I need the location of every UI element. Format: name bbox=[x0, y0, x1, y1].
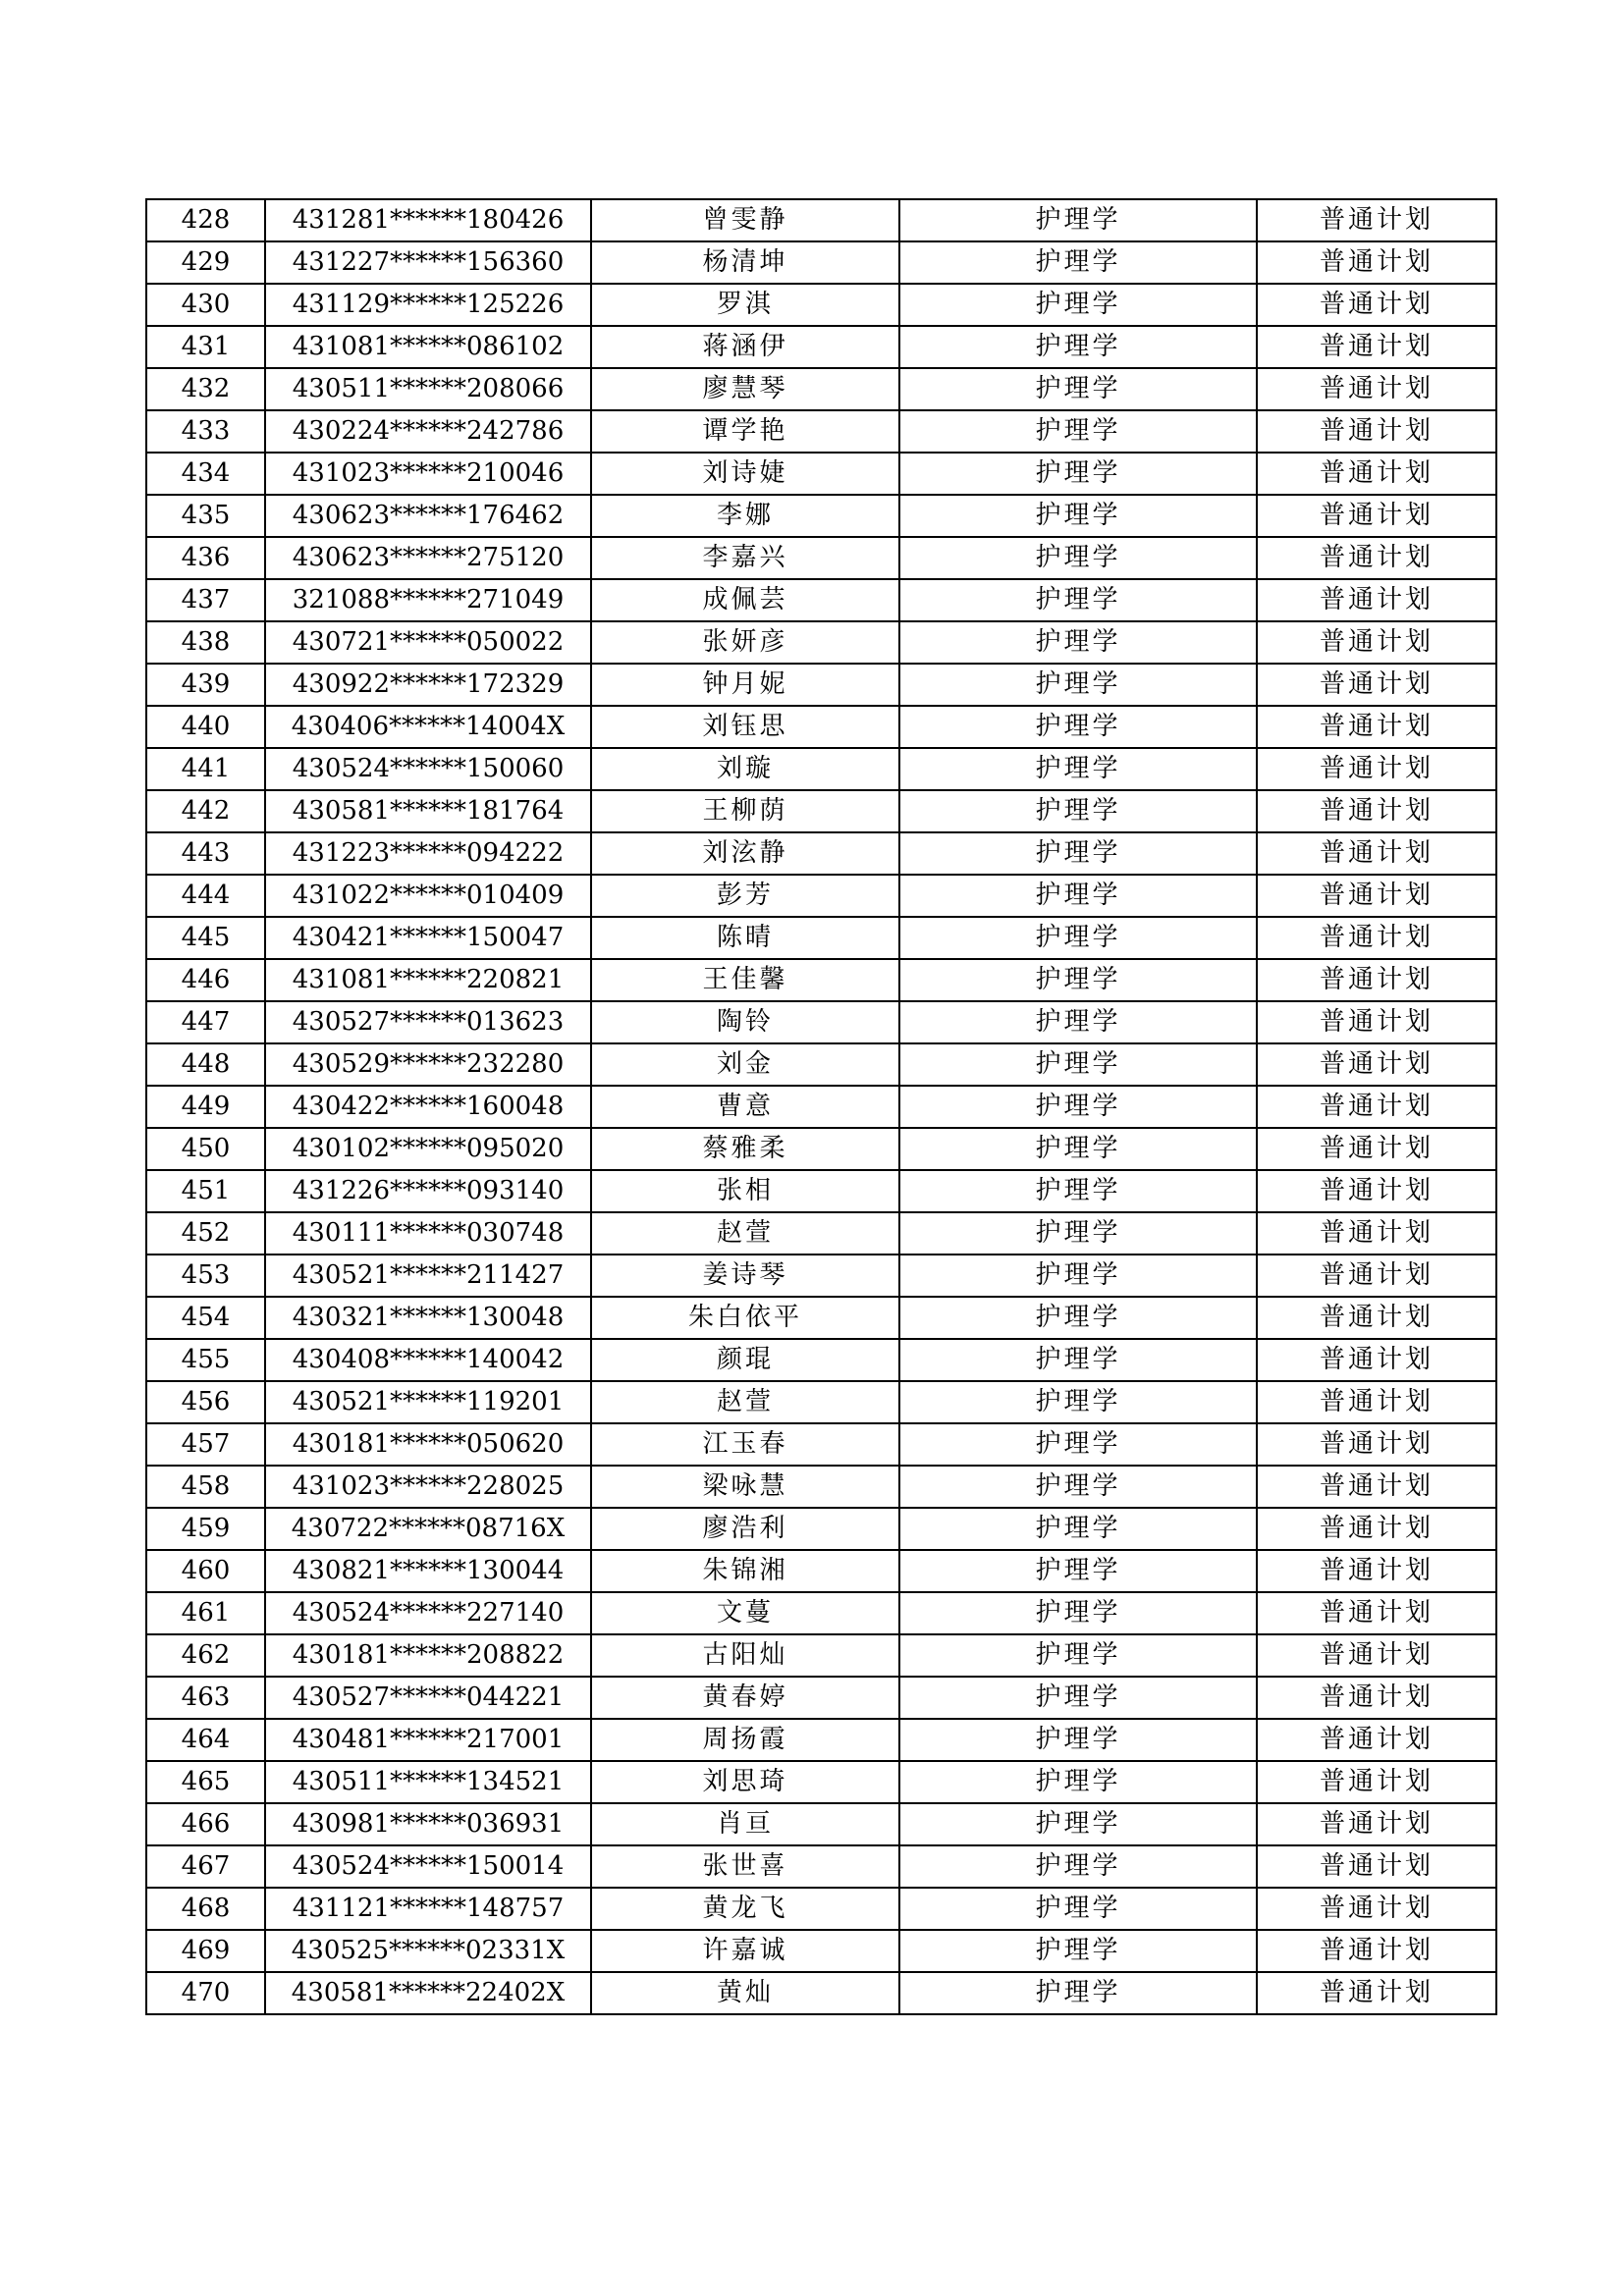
student-name-cell: 曾雯静 bbox=[591, 199, 899, 241]
plan-type-cell: 普通计划 bbox=[1257, 1634, 1496, 1677]
row-number-cell: 428 bbox=[146, 199, 265, 241]
plan-type-cell: 普通计划 bbox=[1257, 832, 1496, 875]
row-number-cell: 440 bbox=[146, 706, 265, 748]
table-row bbox=[146, 1508, 1496, 1550]
table-row bbox=[146, 1381, 1496, 1423]
student-name-cell: 朱白依平 bbox=[591, 1297, 899, 1339]
major-cell: 护理学 bbox=[899, 1297, 1257, 1339]
student-name-cell: 廖浩利 bbox=[591, 1508, 899, 1550]
plan-type-cell: 普通计划 bbox=[1257, 1423, 1496, 1466]
plan-type-cell: 普通计划 bbox=[1257, 1297, 1496, 1339]
student-name-cell: 文蔓 bbox=[591, 1592, 899, 1634]
plan-type-cell: 普通计划 bbox=[1257, 1001, 1496, 1043]
id-number-cell: 430722******08716X bbox=[265, 1508, 591, 1550]
student-name-cell: 梁咏慧 bbox=[591, 1466, 899, 1508]
plan-type-cell: 普通计划 bbox=[1257, 748, 1496, 790]
student-name-cell: 杨清坤 bbox=[591, 241, 899, 284]
id-number-cell: 431281******180426 bbox=[265, 199, 591, 241]
major-cell: 护理学 bbox=[899, 1634, 1257, 1677]
table-row bbox=[146, 1761, 1496, 1803]
table-row bbox=[146, 1001, 1496, 1043]
id-number-cell: 430524******150060 bbox=[265, 748, 591, 790]
major-cell: 护理学 bbox=[899, 1381, 1257, 1423]
plan-type-cell: 普通计划 bbox=[1257, 959, 1496, 1001]
plan-type-cell: 普通计划 bbox=[1257, 1255, 1496, 1297]
id-number-cell: 431081******220821 bbox=[265, 959, 591, 1001]
major-cell: 护理学 bbox=[899, 1677, 1257, 1719]
table-row bbox=[146, 579, 1496, 621]
id-number-cell: 431022******010409 bbox=[265, 875, 591, 917]
id-number-cell: 430527******013623 bbox=[265, 1001, 591, 1043]
table-row bbox=[146, 1297, 1496, 1339]
row-number-cell: 465 bbox=[146, 1761, 265, 1803]
student-name-cell: 陈晴 bbox=[591, 917, 899, 959]
table-row bbox=[146, 368, 1496, 410]
table-row bbox=[146, 790, 1496, 832]
table-row bbox=[146, 1634, 1496, 1677]
plan-type-cell: 普通计划 bbox=[1257, 1043, 1496, 1086]
student-name-cell: 黄灿 bbox=[591, 1972, 899, 2014]
plan-type-cell: 普通计划 bbox=[1257, 1845, 1496, 1888]
id-number-cell: 431226******093140 bbox=[265, 1170, 591, 1212]
id-number-cell: 430981******036931 bbox=[265, 1803, 591, 1845]
table-row bbox=[146, 1086, 1496, 1128]
row-number-cell: 452 bbox=[146, 1212, 265, 1255]
table-row bbox=[146, 875, 1496, 917]
major-cell: 护理学 bbox=[899, 1888, 1257, 1930]
id-number-cell: 430581******22402X bbox=[265, 1972, 591, 2014]
plan-type-cell: 普通计划 bbox=[1257, 537, 1496, 579]
major-cell: 护理学 bbox=[899, 621, 1257, 664]
major-cell: 护理学 bbox=[899, 410, 1257, 453]
row-number-cell: 438 bbox=[146, 621, 265, 664]
row-number-cell: 441 bbox=[146, 748, 265, 790]
id-number-cell: 431227******156360 bbox=[265, 241, 591, 284]
id-number-cell: 430406******14004X bbox=[265, 706, 591, 748]
table-row bbox=[146, 917, 1496, 959]
major-cell: 护理学 bbox=[899, 917, 1257, 959]
student-name-cell: 曹意 bbox=[591, 1086, 899, 1128]
student-name-cell: 李娜 bbox=[591, 495, 899, 537]
row-number-cell: 435 bbox=[146, 495, 265, 537]
table-row bbox=[146, 1845, 1496, 1888]
plan-type-cell: 普通计划 bbox=[1257, 1930, 1496, 1972]
row-number-cell: 448 bbox=[146, 1043, 265, 1086]
table-row bbox=[146, 621, 1496, 664]
plan-type-cell: 普通计划 bbox=[1257, 410, 1496, 453]
id-number-cell: 431129******125226 bbox=[265, 284, 591, 326]
id-number-cell: 430524******150014 bbox=[265, 1845, 591, 1888]
major-cell: 护理学 bbox=[899, 368, 1257, 410]
student-name-cell: 刘璇 bbox=[591, 748, 899, 790]
plan-type-cell: 普通计划 bbox=[1257, 495, 1496, 537]
id-number-cell: 430102******095020 bbox=[265, 1128, 591, 1170]
row-number-cell: 461 bbox=[146, 1592, 265, 1634]
row-number-cell: 443 bbox=[146, 832, 265, 875]
major-cell: 护理学 bbox=[899, 241, 1257, 284]
id-number-cell: 431223******094222 bbox=[265, 832, 591, 875]
table-row bbox=[146, 284, 1496, 326]
row-number-cell: 450 bbox=[146, 1128, 265, 1170]
table-row bbox=[146, 326, 1496, 368]
student-name-cell: 蔡雅柔 bbox=[591, 1128, 899, 1170]
major-cell: 护理学 bbox=[899, 537, 1257, 579]
student-name-cell: 彭芳 bbox=[591, 875, 899, 917]
major-cell: 护理学 bbox=[899, 1719, 1257, 1761]
id-number-cell: 430421******150047 bbox=[265, 917, 591, 959]
student-name-cell: 张妍彦 bbox=[591, 621, 899, 664]
row-number-cell: 458 bbox=[146, 1466, 265, 1508]
major-cell: 护理学 bbox=[899, 326, 1257, 368]
table-row bbox=[146, 537, 1496, 579]
student-name-cell: 蒋涵伊 bbox=[591, 326, 899, 368]
student-name-cell: 古阳灿 bbox=[591, 1634, 899, 1677]
plan-type-cell: 普通计划 bbox=[1257, 1803, 1496, 1845]
plan-type-cell: 普通计划 bbox=[1257, 241, 1496, 284]
major-cell: 护理学 bbox=[899, 495, 1257, 537]
major-cell: 护理学 bbox=[899, 453, 1257, 495]
plan-type-cell: 普通计划 bbox=[1257, 1170, 1496, 1212]
major-cell: 护理学 bbox=[899, 579, 1257, 621]
table-row bbox=[146, 1930, 1496, 1972]
row-number-cell: 470 bbox=[146, 1972, 265, 2014]
plan-type-cell: 普通计划 bbox=[1257, 1339, 1496, 1381]
plan-type-cell: 普通计划 bbox=[1257, 621, 1496, 664]
student-name-cell: 黄龙飞 bbox=[591, 1888, 899, 1930]
table-row bbox=[146, 959, 1496, 1001]
student-name-cell: 刘思琦 bbox=[591, 1761, 899, 1803]
plan-type-cell: 普通计划 bbox=[1257, 1381, 1496, 1423]
id-number-cell: 430422******160048 bbox=[265, 1086, 591, 1128]
table-row bbox=[146, 1423, 1496, 1466]
id-number-cell: 430529******232280 bbox=[265, 1043, 591, 1086]
row-number-cell: 469 bbox=[146, 1930, 265, 1972]
row-number-cell: 451 bbox=[146, 1170, 265, 1212]
plan-type-cell: 普通计划 bbox=[1257, 1972, 1496, 2014]
table-row bbox=[146, 1128, 1496, 1170]
table-row bbox=[146, 199, 1496, 241]
student-name-cell: 肖亘 bbox=[591, 1803, 899, 1845]
table-row bbox=[146, 1212, 1496, 1255]
row-number-cell: 445 bbox=[146, 917, 265, 959]
student-name-cell: 罗淇 bbox=[591, 284, 899, 326]
id-number-cell: 430521******211427 bbox=[265, 1255, 591, 1297]
table-row bbox=[146, 1255, 1496, 1297]
student-name-cell: 王佳馨 bbox=[591, 959, 899, 1001]
plan-type-cell: 普通计划 bbox=[1257, 917, 1496, 959]
major-cell: 护理学 bbox=[899, 284, 1257, 326]
student-name-cell: 张相 bbox=[591, 1170, 899, 1212]
id-number-cell: 430922******172329 bbox=[265, 664, 591, 706]
row-number-cell: 462 bbox=[146, 1634, 265, 1677]
table-row bbox=[146, 1550, 1496, 1592]
major-cell: 护理学 bbox=[899, 1845, 1257, 1888]
table-row bbox=[146, 1803, 1496, 1845]
major-cell: 护理学 bbox=[899, 199, 1257, 241]
student-name-cell: 刘泫静 bbox=[591, 832, 899, 875]
student-name-cell: 刘钰思 bbox=[591, 706, 899, 748]
major-cell: 护理学 bbox=[899, 1339, 1257, 1381]
plan-type-cell: 普通计划 bbox=[1257, 664, 1496, 706]
plan-type-cell: 普通计划 bbox=[1257, 1888, 1496, 1930]
table-row bbox=[146, 1719, 1496, 1761]
student-name-cell: 姜诗琴 bbox=[591, 1255, 899, 1297]
plan-type-cell: 普通计划 bbox=[1257, 579, 1496, 621]
row-number-cell: 460 bbox=[146, 1550, 265, 1592]
row-number-cell: 464 bbox=[146, 1719, 265, 1761]
major-cell: 护理学 bbox=[899, 1803, 1257, 1845]
plan-type-cell: 普通计划 bbox=[1257, 453, 1496, 495]
row-number-cell: 447 bbox=[146, 1001, 265, 1043]
id-number-cell: 430111******030748 bbox=[265, 1212, 591, 1255]
row-number-cell: 463 bbox=[146, 1677, 265, 1719]
admission-list-table bbox=[145, 198, 1497, 2015]
id-number-cell: 430181******208822 bbox=[265, 1634, 591, 1677]
student-name-cell: 陶铃 bbox=[591, 1001, 899, 1043]
plan-type-cell: 普通计划 bbox=[1257, 790, 1496, 832]
major-cell: 护理学 bbox=[899, 1972, 1257, 2014]
id-number-cell: 430623******275120 bbox=[265, 537, 591, 579]
student-name-cell: 江玉春 bbox=[591, 1423, 899, 1466]
major-cell: 护理学 bbox=[899, 1212, 1257, 1255]
table-row bbox=[146, 748, 1496, 790]
plan-type-cell: 普通计划 bbox=[1257, 1086, 1496, 1128]
id-number-cell: 431023******210046 bbox=[265, 453, 591, 495]
plan-type-cell: 普通计划 bbox=[1257, 706, 1496, 748]
table-row bbox=[146, 1170, 1496, 1212]
table-row bbox=[146, 1339, 1496, 1381]
row-number-cell: 468 bbox=[146, 1888, 265, 1930]
table-row bbox=[146, 664, 1496, 706]
row-number-cell: 431 bbox=[146, 326, 265, 368]
student-name-cell: 刘金 bbox=[591, 1043, 899, 1086]
student-name-cell: 周扬霞 bbox=[591, 1719, 899, 1761]
id-number-cell: 431023******228025 bbox=[265, 1466, 591, 1508]
major-cell: 护理学 bbox=[899, 1001, 1257, 1043]
major-cell: 护理学 bbox=[899, 875, 1257, 917]
student-name-cell: 赵萱 bbox=[591, 1381, 899, 1423]
table-row bbox=[146, 832, 1496, 875]
table-row bbox=[146, 1466, 1496, 1508]
row-number-cell: 457 bbox=[146, 1423, 265, 1466]
id-number-cell: 430527******044221 bbox=[265, 1677, 591, 1719]
major-cell: 护理学 bbox=[899, 1466, 1257, 1508]
id-number-cell: 430821******130044 bbox=[265, 1550, 591, 1592]
table-row bbox=[146, 453, 1496, 495]
student-name-cell: 朱锦湘 bbox=[591, 1550, 899, 1592]
student-name-cell: 颜琨 bbox=[591, 1339, 899, 1381]
row-number-cell: 467 bbox=[146, 1845, 265, 1888]
table-body bbox=[146, 199, 1496, 2014]
row-number-cell: 430 bbox=[146, 284, 265, 326]
row-number-cell: 456 bbox=[146, 1381, 265, 1423]
row-number-cell: 459 bbox=[146, 1508, 265, 1550]
plan-type-cell: 普通计划 bbox=[1257, 368, 1496, 410]
plan-type-cell: 普通计划 bbox=[1257, 1508, 1496, 1550]
id-number-cell: 430511******134521 bbox=[265, 1761, 591, 1803]
id-number-cell: 430181******050620 bbox=[265, 1423, 591, 1466]
plan-type-cell: 普通计划 bbox=[1257, 1212, 1496, 1255]
id-number-cell: 430408******140042 bbox=[265, 1339, 591, 1381]
student-name-cell: 成佩芸 bbox=[591, 579, 899, 621]
row-number-cell: 432 bbox=[146, 368, 265, 410]
major-cell: 护理学 bbox=[899, 832, 1257, 875]
major-cell: 护理学 bbox=[899, 1508, 1257, 1550]
major-cell: 护理学 bbox=[899, 790, 1257, 832]
plan-type-cell: 普通计划 bbox=[1257, 326, 1496, 368]
major-cell: 护理学 bbox=[899, 959, 1257, 1001]
table-row bbox=[146, 1972, 1496, 2014]
plan-type-cell: 普通计划 bbox=[1257, 1719, 1496, 1761]
table-row bbox=[146, 1677, 1496, 1719]
id-number-cell: 430721******050022 bbox=[265, 621, 591, 664]
row-number-cell: 436 bbox=[146, 537, 265, 579]
major-cell: 护理学 bbox=[899, 1761, 1257, 1803]
major-cell: 护理学 bbox=[899, 1086, 1257, 1128]
id-number-cell: 430321******130048 bbox=[265, 1297, 591, 1339]
major-cell: 护理学 bbox=[899, 706, 1257, 748]
student-name-cell: 廖慧琴 bbox=[591, 368, 899, 410]
student-name-cell: 李嘉兴 bbox=[591, 537, 899, 579]
row-number-cell: 444 bbox=[146, 875, 265, 917]
major-cell: 护理学 bbox=[899, 1592, 1257, 1634]
row-number-cell: 455 bbox=[146, 1339, 265, 1381]
plan-type-cell: 普通计划 bbox=[1257, 1550, 1496, 1592]
table-row bbox=[146, 1888, 1496, 1930]
row-number-cell: 433 bbox=[146, 410, 265, 453]
major-cell: 护理学 bbox=[899, 1043, 1257, 1086]
table-row bbox=[146, 241, 1496, 284]
row-number-cell: 434 bbox=[146, 453, 265, 495]
id-number-cell: 430623******176462 bbox=[265, 495, 591, 537]
id-number-cell: 431081******086102 bbox=[265, 326, 591, 368]
id-number-cell: 430481******217001 bbox=[265, 1719, 591, 1761]
plan-type-cell: 普通计划 bbox=[1257, 1761, 1496, 1803]
student-name-cell: 许嘉诚 bbox=[591, 1930, 899, 1972]
table-row bbox=[146, 495, 1496, 537]
table-row bbox=[146, 410, 1496, 453]
row-number-cell: 439 bbox=[146, 664, 265, 706]
major-cell: 护理学 bbox=[899, 1170, 1257, 1212]
plan-type-cell: 普通计划 bbox=[1257, 199, 1496, 241]
row-number-cell: 446 bbox=[146, 959, 265, 1001]
major-cell: 护理学 bbox=[899, 1930, 1257, 1972]
student-name-cell: 王柳荫 bbox=[591, 790, 899, 832]
id-number-cell: 321088******271049 bbox=[265, 579, 591, 621]
student-name-cell: 张世喜 bbox=[591, 1845, 899, 1888]
id-number-cell: 430524******227140 bbox=[265, 1592, 591, 1634]
student-name-cell: 赵萱 bbox=[591, 1212, 899, 1255]
table-row bbox=[146, 1043, 1496, 1086]
row-number-cell: 453 bbox=[146, 1255, 265, 1297]
student-name-cell: 刘诗婕 bbox=[591, 453, 899, 495]
id-number-cell: 431121******148757 bbox=[265, 1888, 591, 1930]
plan-type-cell: 普通计划 bbox=[1257, 1466, 1496, 1508]
row-number-cell: 449 bbox=[146, 1086, 265, 1128]
major-cell: 护理学 bbox=[899, 1423, 1257, 1466]
id-number-cell: 430525******02331X bbox=[265, 1930, 591, 1972]
id-number-cell: 430581******181764 bbox=[265, 790, 591, 832]
id-number-cell: 430511******208066 bbox=[265, 368, 591, 410]
row-number-cell: 466 bbox=[146, 1803, 265, 1845]
plan-type-cell: 普通计划 bbox=[1257, 875, 1496, 917]
table-row bbox=[146, 1592, 1496, 1634]
plan-type-cell: 普通计划 bbox=[1257, 1592, 1496, 1634]
major-cell: 护理学 bbox=[899, 1128, 1257, 1170]
student-name-cell: 谭学艳 bbox=[591, 410, 899, 453]
plan-type-cell: 普通计划 bbox=[1257, 284, 1496, 326]
student-name-cell: 钟月妮 bbox=[591, 664, 899, 706]
plan-type-cell: 普通计划 bbox=[1257, 1677, 1496, 1719]
major-cell: 护理学 bbox=[899, 664, 1257, 706]
plan-type-cell: 普通计划 bbox=[1257, 1128, 1496, 1170]
major-cell: 护理学 bbox=[899, 1255, 1257, 1297]
row-number-cell: 429 bbox=[146, 241, 265, 284]
row-number-cell: 437 bbox=[146, 579, 265, 621]
row-number-cell: 442 bbox=[146, 790, 265, 832]
student-name-cell: 黄春婷 bbox=[591, 1677, 899, 1719]
table-row bbox=[146, 706, 1496, 748]
row-number-cell: 454 bbox=[146, 1297, 265, 1339]
id-number-cell: 430521******119201 bbox=[265, 1381, 591, 1423]
major-cell: 护理学 bbox=[899, 1550, 1257, 1592]
major-cell: 护理学 bbox=[899, 748, 1257, 790]
id-number-cell: 430224******242786 bbox=[265, 410, 591, 453]
